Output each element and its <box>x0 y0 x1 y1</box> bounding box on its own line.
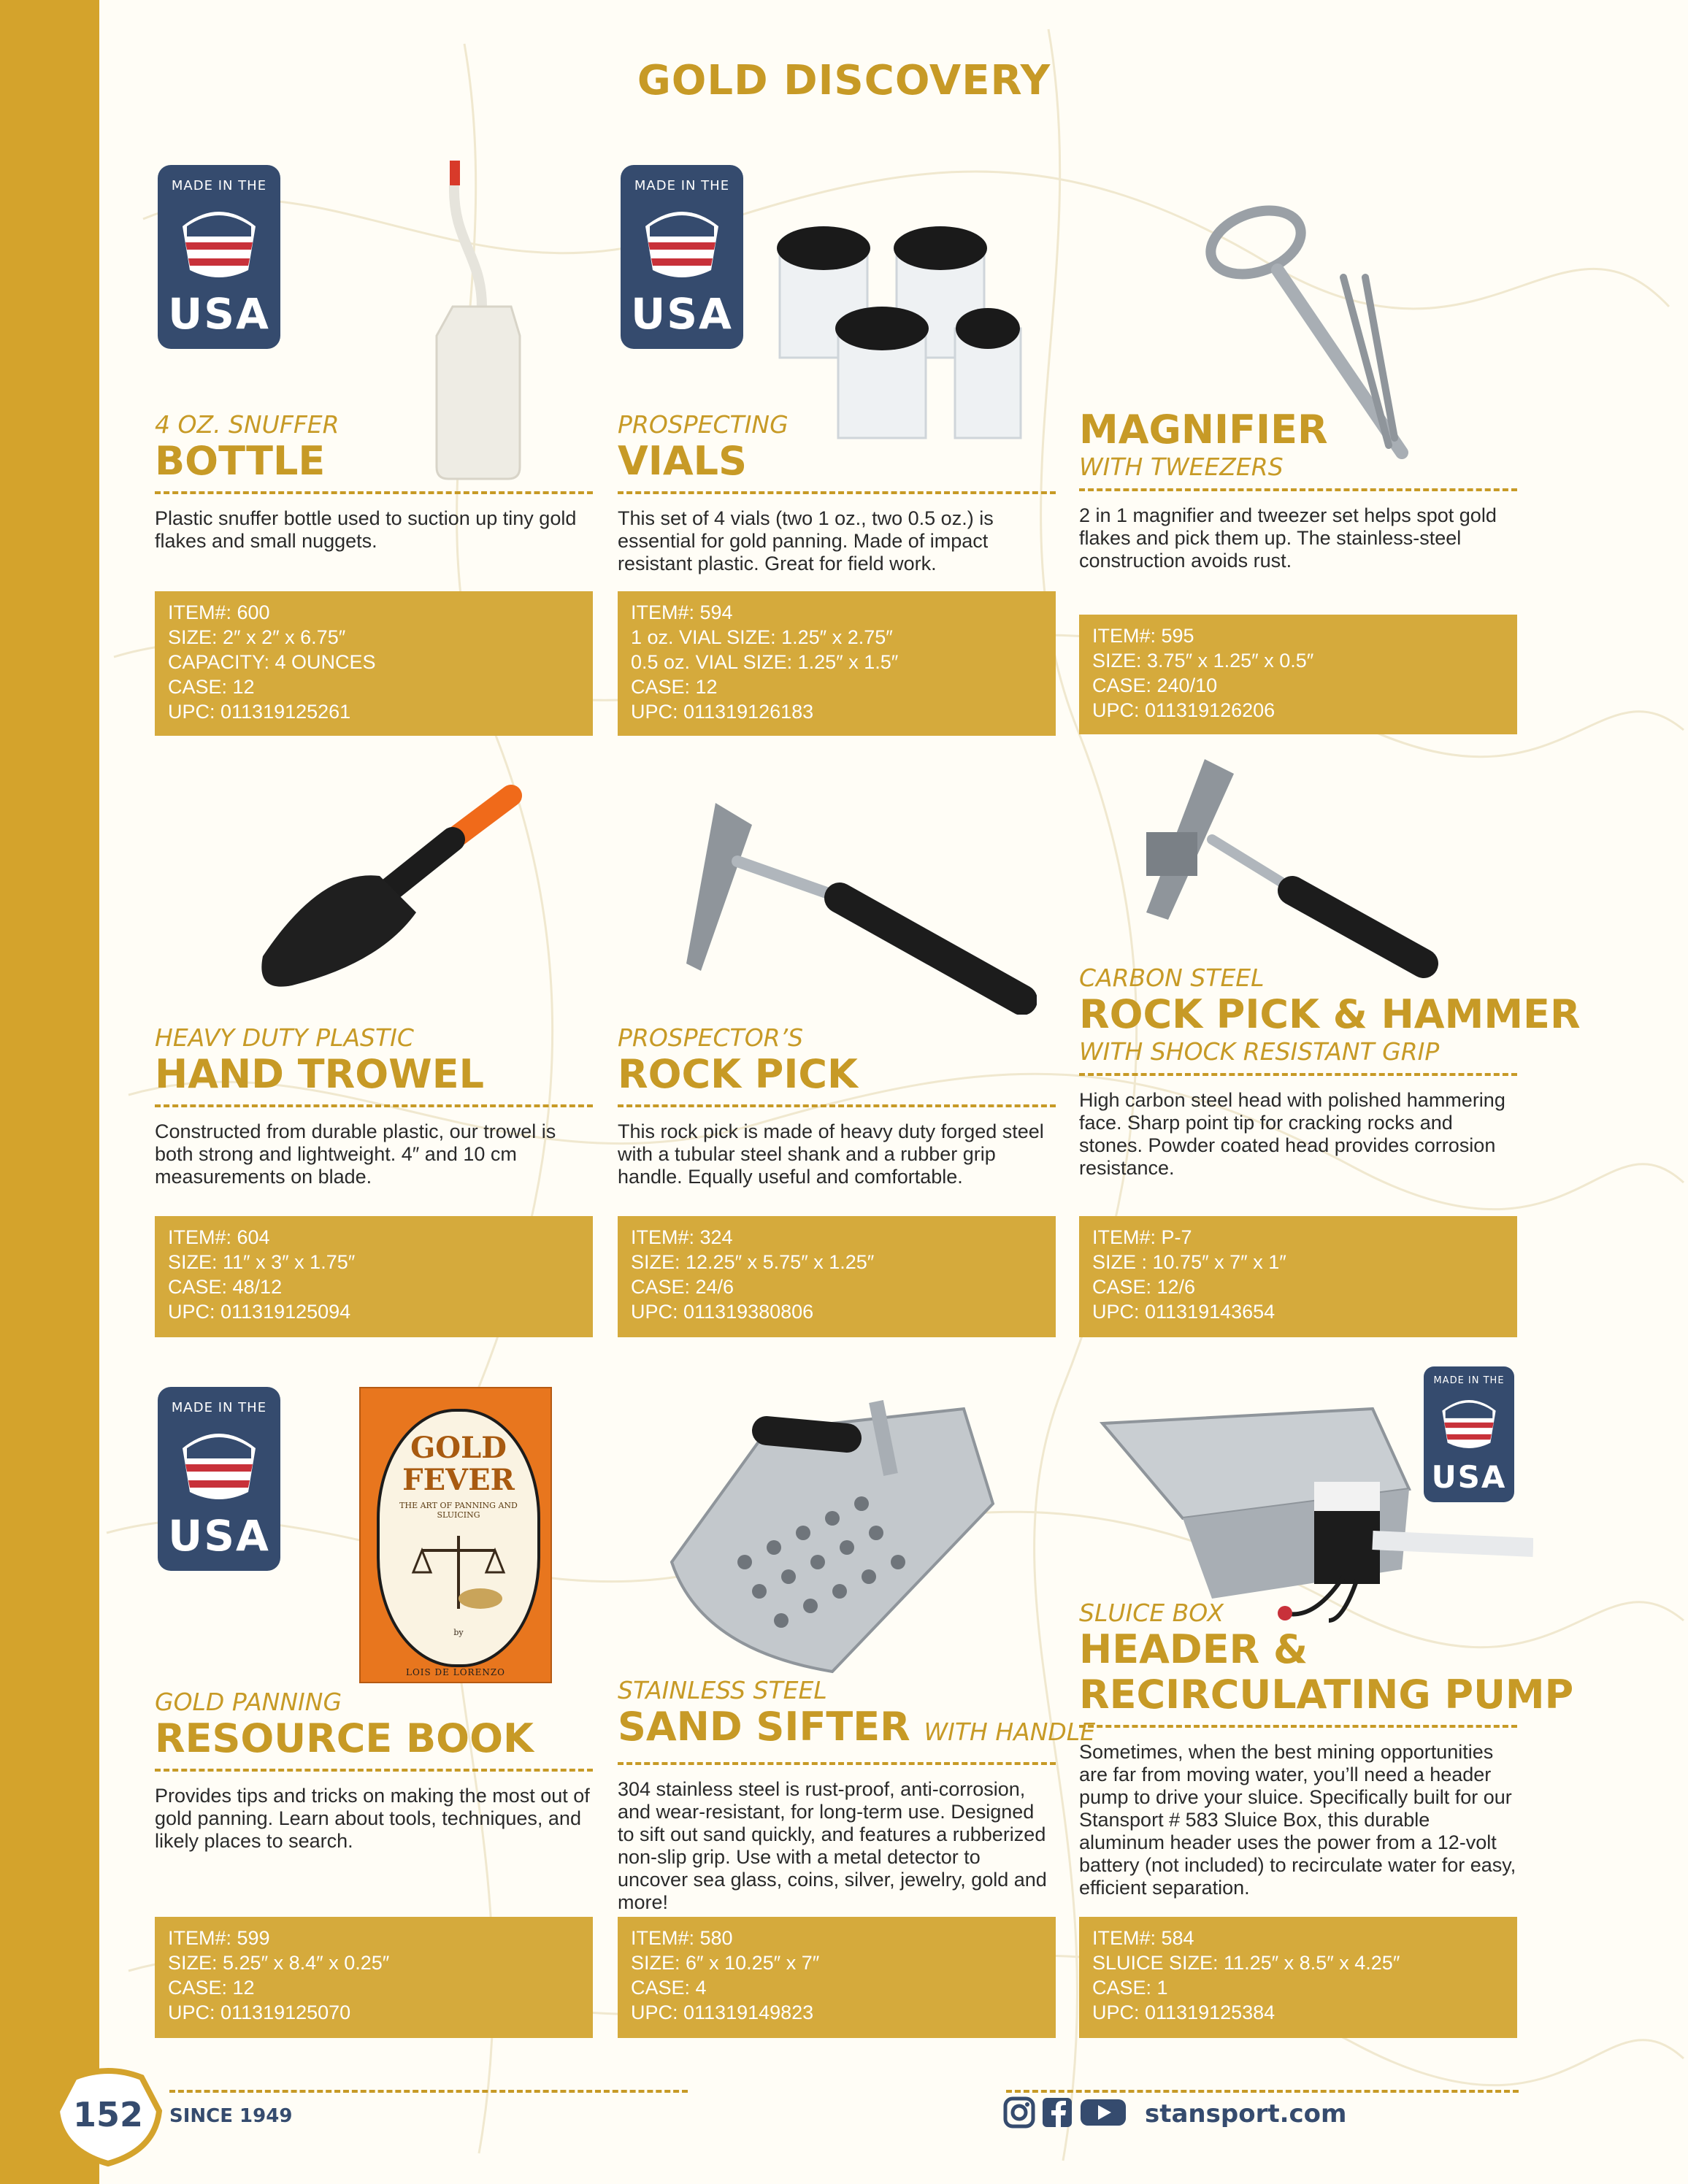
made-in-usa-badge <box>158 1387 280 1571</box>
product-card-header-pump <box>1079 1599 1574 1899</box>
sand-sifter-image <box>657 1387 1008 1679</box>
spec-upc: UPC: 011319143654 <box>1092 1301 1275 1323</box>
spec-box-hand-trowel <box>155 1216 593 1337</box>
page-number: 152 <box>72 2095 144 2134</box>
dashed-divider <box>1079 1725 1517 1728</box>
spec-box-bottle <box>155 591 593 736</box>
product-subtitle: 4 OZ. SNUFFER <box>155 410 339 439</box>
spec-box-vials <box>618 591 1056 736</box>
spec-size: SIZE: 2″ x 2″ x 6.75″ <box>168 626 346 648</box>
facebook-icon[interactable] <box>1041 2096 1073 2129</box>
spec-upc: UPC: 011319126206 <box>1092 699 1275 721</box>
spec-size: SIZE : 10.75″ x 7″ x 1″ <box>1092 1251 1286 1273</box>
spec-item: ITEM#: 599 <box>168 1927 270 1949</box>
spec-case: CASE: 12 <box>631 676 718 698</box>
spec-item: ITEM#: 600 <box>168 601 270 623</box>
product-title: HEADER & <box>1079 1626 1308 1672</box>
product-subtitle: PROSPECTING <box>618 410 789 439</box>
gold-sidebar-strip <box>0 0 99 2184</box>
badge-line1: MADE IN THE <box>171 178 267 193</box>
spec-item: ITEM#: 324 <box>631 1226 733 1248</box>
book-author: LOIS DE LORENZO <box>405 1667 506 1677</box>
product-card-vials <box>618 410 1056 575</box>
dashed-divider <box>618 1104 1056 1107</box>
book-title-line2: FEVER <box>402 1463 515 1497</box>
product-card-hand-trowel <box>155 1023 593 1188</box>
spec-item: ITEM#: 594 <box>631 601 733 623</box>
badge-line1: MADE IN THE <box>1433 1375 1505 1386</box>
rock-pick-hammer-image <box>1117 752 1438 978</box>
badge-line2: USA <box>631 289 733 339</box>
spec-box-resource-book <box>155 1917 593 2038</box>
product-card-rock-pick <box>618 1023 1056 1188</box>
spec-upc: UPC: 011319126183 <box>631 701 814 723</box>
spec-upc: UPC: 011319125261 <box>168 701 351 723</box>
badge-line2: USA <box>168 1511 270 1561</box>
spec-box-rock-pick <box>618 1216 1056 1337</box>
spec-box-magnifier <box>1079 615 1517 734</box>
made-in-usa-badge <box>1424 1366 1514 1502</box>
product-title-main: SAND SIFTER <box>618 1704 910 1750</box>
footer-divider-right <box>1006 2090 1519 2093</box>
book-cover-oval <box>377 1409 540 1667</box>
product-title: ROCK PICK <box>618 1051 858 1097</box>
product-subtitle: GOLD PANNING <box>155 1688 342 1716</box>
spec-case: CASE: 12/6 <box>1092 1276 1196 1298</box>
hand-trowel-image <box>234 781 526 1000</box>
product-description: High carbon steel head with polished hammering face. Sharp point tip for cracking rocks and stones. Powder coated head provides corrosion resistance. <box>1079 1089 1505 1179</box>
badge-line2: USA <box>1431 1459 1507 1495</box>
product-description: Plastic snuffer bottle used to suction up tiny gold flakes and small nuggets. <box>155 507 577 552</box>
product-subtitle: PROSPECTOR’S <box>618 1023 804 1052</box>
spec-case: CASE: 24/6 <box>631 1276 734 1298</box>
dashed-divider <box>618 1762 1056 1765</box>
book-subtitle: THE ART OF PANNING AND SLUICING <box>399 1501 518 1520</box>
spec-size-05oz: 0.5 oz. VIAL SIZE: 1.25″ x 1.5″ <box>631 651 899 673</box>
spec-item: ITEM#: 595 <box>1092 625 1194 647</box>
made-in-usa-badge <box>621 165 743 349</box>
spec-size: SIZE: 11″ x 3″ x 1.75″ <box>168 1251 356 1273</box>
spec-upc: UPC: 011319125094 <box>168 1301 351 1323</box>
product-title-suffix: WITH HANDLE <box>924 1718 1096 1746</box>
product-description: Constructed from durable plastic, our trowel is both strong and lightweight. 4″ and 10 cm measurements on blade. <box>155 1120 556 1188</box>
product-subtitle: STAINLESS STEEL <box>618 1676 827 1704</box>
page-number-badge <box>53 2064 164 2166</box>
product-card-rock-pick-hammer <box>1079 964 1581 1180</box>
product-description: 2 in 1 magnifier and tweezer set helps spot gold flakes and pick them up. The stainless-steel construction avoids rust. <box>1079 504 1497 572</box>
spec-case: CASE: 240/10 <box>1092 674 1218 696</box>
spec-item: ITEM#: P-7 <box>1092 1226 1192 1248</box>
product-title: HAND TROWEL <box>155 1051 484 1097</box>
flag-shield-icon <box>175 1426 263 1507</box>
product-card-resource-book <box>155 1688 593 1853</box>
product-description: Provides tips and tricks on making the most out of gold panning. Learn about tools, techniques, and likely places to search. <box>155 1785 590 1852</box>
product-subtitle: SLUICE BOX <box>1079 1599 1224 1627</box>
product-subtitle: HEAVY DUTY PLASTIC <box>155 1023 414 1052</box>
website-link[interactable]: stansport.com <box>1145 2099 1347 2129</box>
product-title: RESOURCE BOOK <box>155 1715 534 1761</box>
spec-size-1oz: 1 oz. VIAL SIZE: 1.25″ x 2.75″ <box>631 626 893 648</box>
product-description: This rock pick is made of heavy duty forged steel with a tubular steel shank and a rubber grip handle. Equally useful and comfortable. <box>618 1120 1044 1188</box>
spec-upc: UPC: 011319149823 <box>631 2002 814 2023</box>
dashed-divider <box>1079 1073 1517 1076</box>
product-title <box>618 1704 1096 1755</box>
spec-box-sand-sifter <box>618 1917 1056 2038</box>
spec-upc: UPC: 011319125384 <box>1092 2002 1275 2023</box>
flag-shield-icon <box>175 204 263 285</box>
book-by: by <box>453 1628 464 1637</box>
instagram-icon[interactable] <box>1003 2096 1035 2129</box>
dashed-divider <box>155 491 593 494</box>
spec-item: ITEM#: 580 <box>631 1927 733 1949</box>
spec-size: SIZE: 5.25″ x 8.4″ x 0.25″ <box>168 1952 390 1974</box>
dashed-divider <box>155 1104 593 1107</box>
product-card-bottle <box>155 410 593 553</box>
made-in-usa-badge <box>158 165 280 349</box>
spec-box-header-pump <box>1079 1917 1517 2038</box>
spec-size: SIZE: 3.75″ x 1.25″ x 0.5″ <box>1092 650 1314 672</box>
spec-size: SIZE: 6″ x 10.25″ x 7″ <box>631 1952 820 1974</box>
product-title: BOTTLE <box>155 438 326 484</box>
page-title: GOLD DISCOVERY <box>637 57 1051 104</box>
product-card-sand-sifter <box>618 1676 1096 1914</box>
spec-upc: UPC: 011319380806 <box>631 1301 814 1323</box>
product-subtitle-after: WITH TWEEZERS <box>1079 453 1284 481</box>
badge-line1: MADE IN THE <box>634 178 730 193</box>
spec-case: CASE: 12 <box>168 1977 255 1999</box>
product-description: Sometimes, when the best mining opportunities are far from moving water, you’ll need a header pump to drive your sluice. Specifically built for our Stansport # 583 Sluice Box, this durable aluminum header uses the power from a 12-volt battery (not included) to recirculate water for easy, efficient separation. <box>1079 1741 1516 1899</box>
spec-capacity: CAPACITY: 4 OUNCES <box>168 651 376 673</box>
spec-box-rock-pick-hammer <box>1079 1216 1517 1337</box>
flag-shield-icon <box>638 204 726 285</box>
product-title-line2: RECIRCULATING PUMP <box>1079 1672 1574 1718</box>
spec-item: ITEM#: 604 <box>168 1226 270 1248</box>
badge-line1: MADE IN THE <box>171 1400 267 1415</box>
flag-shield-icon <box>1437 1394 1501 1454</box>
product-card-magnifier <box>1079 407 1517 572</box>
scales-illustration <box>407 1529 510 1616</box>
spec-upc: UPC: 011319125070 <box>168 2002 351 2023</box>
product-title: VIALS <box>618 438 747 484</box>
book-title-line1: GOLD <box>410 1431 507 1465</box>
spec-sluice-size: SLUICE SIZE: 11.25″ x 8.5″ x 4.25″ <box>1092 1952 1400 1974</box>
product-description: 304 stainless steel is rust-proof, anti-corrosion, and wear-resistant, for long-term use. Designed to sift out sand quickly, and features a rubberized non-slip grip. Use with a metal detector to uncover sea glass, coins, silver, jewelry, gold and more! <box>618 1778 1047 1913</box>
product-title: ROCK PICK & HAMMER <box>1079 991 1581 1037</box>
spec-size: SIZE: 12.25″ x 5.75″ x 1.25″ <box>631 1251 875 1273</box>
badge-line2: USA <box>168 289 270 339</box>
spec-case: CASE: 4 <box>631 1977 707 1999</box>
footer-divider-left <box>169 2090 688 2093</box>
product-title: MAGNIFIER <box>1079 407 1328 453</box>
dashed-divider <box>1079 488 1517 491</box>
spec-case: CASE: 1 <box>1092 1977 1168 1999</box>
spec-case: CASE: 48/12 <box>168 1276 283 1298</box>
since-tagline: SINCE 1949 <box>169 2105 293 2127</box>
youtube-icon[interactable] <box>1079 2096 1127 2129</box>
dashed-divider <box>618 491 1056 494</box>
spec-item: ITEM#: 584 <box>1092 1927 1194 1949</box>
gold-fever-book-image <box>359 1387 552 1683</box>
product-subtitle: CARBON STEEL <box>1079 964 1265 992</box>
spec-case: CASE: 12 <box>168 676 255 698</box>
product-description: This set of 4 vials (two 1 oz., two 0.5 oz.) is essential for gold panning. Made of impact resistant plastic. Great for field work. <box>618 507 994 574</box>
dashed-divider <box>155 1769 593 1772</box>
rock-pick-image <box>672 796 1037 1015</box>
product-subtitle-after: WITH SHOCK RESISTANT GRIP <box>1079 1037 1440 1066</box>
